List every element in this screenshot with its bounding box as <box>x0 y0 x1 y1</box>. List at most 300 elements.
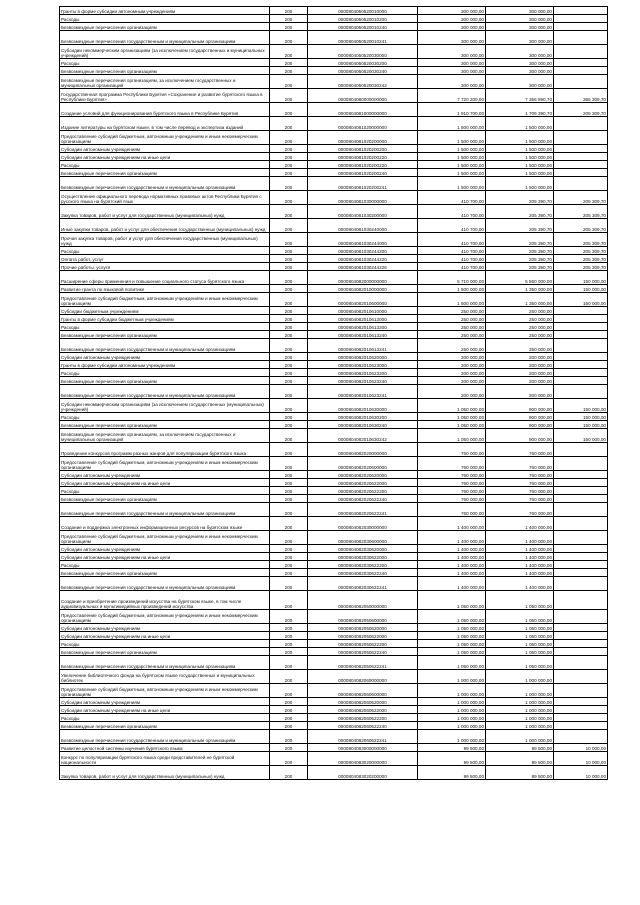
row-approved-amount: 1 050 000,00 <box>418 632 486 640</box>
table-row <box>60 640 608 648</box>
row-budget-code: 0000804050520030240 <box>308 67 418 75</box>
table-row <box>60 632 608 640</box>
row-budget-code: 0000804082050622200 <box>308 640 418 648</box>
row-line-code: 200 <box>270 656 308 670</box>
row-approved-amount: 410 700,00 <box>418 219 486 233</box>
row-name: Развитие гранта по языковой политике <box>60 285 270 293</box>
row-name: Безвозмездные перечисления организациям <box>60 377 270 385</box>
row-approved-amount: 410 700,00 <box>418 255 486 263</box>
row-budget-code: 0000804082030600000 <box>308 531 418 545</box>
row-executed-amount: 1 400 000,00 <box>486 577 554 591</box>
table-row <box>60 103 608 117</box>
row-executed-amount: 250 000,00 <box>486 315 554 323</box>
row-unexecuted-amount <box>554 610 608 624</box>
row-line-code: 200 <box>270 103 308 117</box>
row-line-code: 200 <box>270 293 308 307</box>
row-name: Гранты в форме субсидии автономным учреждениям <box>60 7 270 15</box>
row-budget-code: 0000804082050600000 <box>308 610 418 624</box>
row-budget-code: 0000804082060000000 <box>308 670 418 684</box>
row-executed-amount: 1 000 000,00 <box>486 684 554 698</box>
table-row <box>60 233 608 247</box>
row-unexecuted-amount <box>554 648 608 656</box>
row-unexecuted-amount <box>554 59 608 67</box>
row-approved-amount: 760 000,00 <box>418 503 486 517</box>
row-name: Создание условий для функционирования бурятского языка в Республике Бурятия <box>60 103 270 117</box>
table-row <box>60 577 608 591</box>
row-executed-amount: 1 050 000,00 <box>486 648 554 656</box>
row-name: Расходы <box>60 561 270 569</box>
table-row <box>60 117 608 131</box>
row-unexecuted-amount <box>554 553 608 561</box>
row-budget-code: 0000804082000000000 <box>308 271 418 285</box>
row-unexecuted-amount <box>554 561 608 569</box>
row-unexecuted-amount <box>554 698 608 706</box>
table-row <box>60 75 608 89</box>
table-row <box>60 361 608 369</box>
row-approved-amount: 300 000,00 <box>418 23 486 31</box>
row-name: Безвозмездные перечисления организациям <box>60 421 270 429</box>
row-executed-amount: 760 000,00 <box>486 479 554 487</box>
row-executed-amount: 300 000,00 <box>486 45 554 59</box>
table-row <box>60 752 608 766</box>
row-name: Безвозмездные перечисления государственным и муниципальным организациям <box>60 177 270 191</box>
row-budget-code: 0000804081020200241 <box>308 177 418 191</box>
row-executed-amount: 1 500 000,00 <box>486 117 554 131</box>
row-name: Издание литературы на бурятском языке, в том числе перевод и экспертиза изданий <box>60 117 270 131</box>
row-line-code: 200 <box>270 752 308 766</box>
row-budget-code: 0000804080000000000 <box>308 89 418 103</box>
row-executed-amount: 1 050 000,00 <box>486 640 554 648</box>
row-name: Безвозмездные перечисления организациям <box>60 331 270 339</box>
row-line-code: 200 <box>270 385 308 399</box>
row-unexecuted-amount <box>554 339 608 353</box>
row-line-code: 200 <box>270 23 308 31</box>
row-budget-code: 0000804081030200000 <box>308 205 418 219</box>
row-unexecuted-amount <box>554 517 608 531</box>
row-line-code: 200 <box>270 561 308 569</box>
row-budget-code: 0000804082030622200 <box>308 561 418 569</box>
row-unexecuted-amount <box>554 7 608 15</box>
row-name: Субсидии автономным учреждениям на иные цели <box>60 706 270 714</box>
table-row <box>60 23 608 31</box>
row-budget-code: 0000804082050620000 <box>308 624 418 632</box>
row-line-code: 200 <box>270 487 308 495</box>
row-line-code: 200 <box>270 45 308 59</box>
row-unexecuted-amount <box>554 479 608 487</box>
table-row <box>60 421 608 429</box>
row-name: Безвозмездные перечисления государственным и муниципальным организациям <box>60 385 270 399</box>
row-approved-amount: 1 000 000,00 <box>418 698 486 706</box>
row-line-code: 200 <box>270 339 308 353</box>
row-approved-amount: 250 000,00 <box>418 323 486 331</box>
table-row <box>60 698 608 706</box>
row-unexecuted-amount <box>554 569 608 577</box>
row-approved-amount: 410 700,00 <box>418 233 486 247</box>
row-unexecuted-amount <box>554 545 608 553</box>
table-row <box>60 59 608 67</box>
row-budget-code: 0000804081020000000 <box>308 117 418 131</box>
row-executed-amount: 300 000,00 <box>486 31 554 45</box>
row-budget-code: 0000804082010613241 <box>308 339 418 353</box>
row-name: Безвозмездные перечисления организациям <box>60 569 270 577</box>
row-line-code: 200 <box>270 744 308 752</box>
row-unexecuted-amount <box>554 131 608 145</box>
row-unexecuted-amount: 365 309,70 <box>554 89 608 103</box>
row-budget-code: 0000804081030244226 <box>308 263 418 271</box>
row-executed-amount: 1 350 000,00 <box>486 293 554 307</box>
row-executed-amount: 1 705 390,70 <box>486 103 554 117</box>
row-budget-code: 0000804082010613240 <box>308 331 418 339</box>
row-approved-amount: 1 500 000,00 <box>418 169 486 177</box>
row-approved-amount: 1 400 000,00 <box>418 531 486 545</box>
row-unexecuted-amount: 205 309,70 <box>554 191 608 205</box>
row-line-code: 200 <box>270 648 308 656</box>
row-line-code: 200 <box>270 315 308 323</box>
row-approved-amount: 1 050 000,00 <box>418 429 486 443</box>
row-name: Предоставление субсидий бюджетным, автономным учреждениям и иным некоммерческим организациям <box>60 531 270 545</box>
table-row <box>60 624 608 632</box>
row-executed-amount: 1 050 000,00 <box>486 610 554 624</box>
row-budget-code: 0000804082030622000 <box>308 553 418 561</box>
row-line-code: 200 <box>270 205 308 219</box>
row-executed-amount: 205 390,70 <box>486 205 554 219</box>
row-name: Безвозмездные перечисления организациям <box>60 67 270 75</box>
row-unexecuted-amount <box>554 531 608 545</box>
row-name: Иные закупки товаров, работ и услуг для обеспечения государственных (муниципальных) нужд <box>60 219 270 233</box>
row-approved-amount: 1 000 000,00 <box>418 730 486 744</box>
row-name: Прочие работы, услуги <box>60 263 270 271</box>
row-line-code: 200 <box>270 471 308 479</box>
row-unexecuted-amount <box>554 443 608 457</box>
row-budget-code: 0000804082010630240 <box>308 421 418 429</box>
row-approved-amount: 410 700,00 <box>418 191 486 205</box>
row-line-code: 200 <box>270 722 308 730</box>
row-unexecuted-amount: 205 309,70 <box>554 219 608 233</box>
row-budget-code: 0000804082010610000 <box>308 307 418 315</box>
row-unexecuted-amount: 205 309,70 <box>554 263 608 271</box>
row-unexecuted-amount: 150 000,00 <box>554 413 608 421</box>
row-unexecuted-amount <box>554 471 608 479</box>
row-executed-amount: 200 000,00 <box>486 385 554 399</box>
row-name: Расходы <box>60 15 270 23</box>
table-row <box>60 323 608 331</box>
row-approved-amount: 410 700,00 <box>418 205 486 219</box>
row-executed-amount: 250 000,00 <box>486 331 554 339</box>
row-name: Субсидии некоммерческим организациям (за исключением государственных и муниципальных учреждений) <box>60 45 270 59</box>
row-line-code: 200 <box>270 331 308 339</box>
row-name: Безвозмездные перечисления организациям <box>60 23 270 31</box>
row-line-code: 200 <box>270 706 308 714</box>
row-name: Субсидии бюджетным учреждениям <box>60 307 270 315</box>
row-executed-amount: 900 000,00 <box>486 399 554 413</box>
row-approved-amount: 410 700,00 <box>418 263 486 271</box>
row-unexecuted-amount <box>554 23 608 31</box>
table-row <box>60 457 608 471</box>
table-row <box>60 722 608 730</box>
row-approved-amount: 1 000 000,00 <box>418 722 486 730</box>
row-approved-amount: 7 720 200,00 <box>418 89 486 103</box>
row-executed-amount: 760 000,00 <box>486 495 554 503</box>
row-approved-amount: 250 000,00 <box>418 331 486 339</box>
row-executed-amount: 1 500 000,00 <box>486 153 554 161</box>
row-executed-amount: 205 390,70 <box>486 255 554 263</box>
row-budget-code: 0000804082020622240 <box>308 495 418 503</box>
row-approved-amount: 1 000 000,00 <box>418 684 486 698</box>
row-unexecuted-amount: 150 000,00 <box>554 285 608 293</box>
row-approved-amount: 1 500 000,00 <box>418 145 486 153</box>
row-unexecuted-amount <box>554 353 608 361</box>
row-executed-amount: 200 000,00 <box>486 353 554 361</box>
row-approved-amount: 1 000 000,00 <box>418 670 486 684</box>
row-name: Расходы <box>60 413 270 421</box>
row-approved-amount: 1 500 000,00 <box>418 131 486 145</box>
row-executed-amount: 89 500,00 <box>486 766 554 780</box>
row-name: Предоставление субсидий бюджетным, автономным учреждениям и иным некоммерческим организациям <box>60 131 270 145</box>
row-line-code: 200 <box>270 145 308 153</box>
row-line-code: 200 <box>270 75 308 89</box>
table-row <box>60 247 608 255</box>
row-name: Закупка товаров, работ и услуг для государственных (муниципальных) нужд <box>60 205 270 219</box>
row-name: Безвозмездные перечисления государственным и муниципальным организациям <box>60 656 270 670</box>
row-approved-amount: 1 400 000,00 <box>418 577 486 591</box>
row-executed-amount: 200 000,00 <box>486 377 554 385</box>
row-budget-code: 0000804082020620000 <box>308 471 418 479</box>
row-budget-code: 0000804082010000000 <box>308 285 418 293</box>
row-line-code: 200 <box>270 698 308 706</box>
row-executed-amount: 300 000,00 <box>486 59 554 67</box>
table-row <box>60 656 608 670</box>
row-line-code: 200 <box>270 670 308 684</box>
table-row <box>60 399 608 413</box>
row-line-code: 200 <box>270 285 308 293</box>
row-unexecuted-amount <box>554 640 608 648</box>
row-budget-code: 0000804082060600000 <box>308 684 418 698</box>
row-name: Субсидии автономным учреждениям <box>60 471 270 479</box>
table-row <box>60 331 608 339</box>
row-approved-amount: 1 050 000,00 <box>418 648 486 656</box>
row-name: Расширение сферы применения и повышение социального статуса бурятского языка <box>60 271 270 285</box>
row-name: Безвозмездные перечисления организациям, за исключением государственных и муниципальных организаций <box>60 429 270 443</box>
table-row <box>60 169 608 177</box>
row-name: Предоставление субсидий бюджетным, автономным учреждениям и иным некоммерческим организациям <box>60 457 270 471</box>
row-budget-code: 0000804081020200220 <box>308 161 418 169</box>
row-executed-amount: 760 000,00 <box>486 503 554 517</box>
row-budget-code: 0000804050520030200 <box>308 59 418 67</box>
row-budget-code: 0000804081030244220 <box>308 255 418 263</box>
row-name: Расходы <box>60 323 270 331</box>
row-unexecuted-amount: 205 309,70 <box>554 255 608 263</box>
row-executed-amount: 1 400 000,00 <box>486 517 554 531</box>
row-line-code: 200 <box>270 131 308 145</box>
table-row <box>60 443 608 457</box>
row-executed-amount: 300 000,00 <box>486 75 554 89</box>
budget-table <box>59 6 608 780</box>
row-line-code: 200 <box>270 263 308 271</box>
row-unexecuted-amount <box>554 457 608 471</box>
row-line-code: 200 <box>270 577 308 591</box>
row-line-code: 200 <box>270 553 308 561</box>
row-unexecuted-amount <box>554 591 608 610</box>
row-budget-code: 0000804082060622000 <box>308 706 418 714</box>
row-line-code: 200 <box>270 610 308 624</box>
row-unexecuted-amount <box>554 632 608 640</box>
row-name: Оплата работ, услуг <box>60 255 270 263</box>
row-approved-amount: 200 000,00 <box>418 361 486 369</box>
row-executed-amount: 1 500 000,00 <box>486 161 554 169</box>
row-line-code: 200 <box>270 429 308 443</box>
row-budget-code: 0000804081030244200 <box>308 247 418 255</box>
row-line-code: 200 <box>270 624 308 632</box>
row-line-code: 200 <box>270 59 308 67</box>
row-unexecuted-amount <box>554 145 608 153</box>
table-row <box>60 503 608 517</box>
row-executed-amount: 1 000 000,00 <box>486 698 554 706</box>
row-name: Субсидии автономным учреждениям на иные цели <box>60 153 270 161</box>
row-unexecuted-amount <box>554 706 608 714</box>
row-unexecuted-amount: 205 309,70 <box>554 233 608 247</box>
row-executed-amount: 300 000,00 <box>486 23 554 31</box>
row-name: Проведение конкурсов программ разных жанров для популяризации бурятского языка <box>60 443 270 457</box>
row-line-code: 200 <box>270 353 308 361</box>
row-line-code: 200 <box>270 495 308 503</box>
row-line-code: 200 <box>270 271 308 285</box>
row-budget-code: 0000804081020200000 <box>308 131 418 145</box>
row-approved-amount: 1 500 000,00 <box>418 177 486 191</box>
row-budget-code: 0000804082060620000 <box>308 698 418 706</box>
row-unexecuted-amount <box>554 45 608 59</box>
row-executed-amount: 300 000,00 <box>486 67 554 75</box>
row-executed-amount: 250 000,00 <box>486 307 554 315</box>
row-approved-amount: 1 500 000,00 <box>418 285 486 293</box>
table-row <box>60 730 608 744</box>
row-line-code: 200 <box>270 503 308 517</box>
row-unexecuted-amount <box>554 361 608 369</box>
row-approved-amount: 200 000,00 <box>418 369 486 377</box>
row-budget-code: 0000804082020622200 <box>308 487 418 495</box>
row-budget-code: 0000804082030622241 <box>308 577 418 591</box>
row-unexecuted-amount <box>554 67 608 75</box>
row-unexecuted-amount <box>554 117 608 131</box>
row-approved-amount: 760 000,00 <box>418 495 486 503</box>
table-row <box>60 495 608 503</box>
table-row <box>60 263 608 271</box>
row-budget-code: 0000804083000000000 <box>308 744 418 752</box>
row-executed-amount: 205 390,70 <box>486 247 554 255</box>
row-approved-amount: 300 000,00 <box>418 59 486 67</box>
row-approved-amount: 300 000,00 <box>418 67 486 75</box>
row-approved-amount: 1 050 000,00 <box>418 399 486 413</box>
table-row <box>60 45 608 59</box>
row-unexecuted-amount: 205 309,70 <box>554 205 608 219</box>
row-executed-amount: 1 000 000,00 <box>486 670 554 684</box>
row-name: Субсидии автономным учреждениям на иные цели <box>60 632 270 640</box>
row-name: Расходы <box>60 487 270 495</box>
row-name: Субсидии автономным учреждениям <box>60 698 270 706</box>
row-unexecuted-amount <box>554 495 608 503</box>
row-approved-amount: 200 000,00 <box>418 377 486 385</box>
row-approved-amount: 1 400 000,00 <box>418 561 486 569</box>
table-row <box>60 648 608 656</box>
table-row <box>60 153 608 161</box>
table-row <box>60 706 608 714</box>
row-unexecuted-amount <box>554 624 608 632</box>
row-executed-amount: 300 000,00 <box>486 15 554 23</box>
table-row <box>60 307 608 315</box>
table-row <box>60 610 608 624</box>
row-name: Прочая закупка товаров, работ и услуг для обеспечения государственных (муниципальных) нужд <box>60 233 270 247</box>
row-name: Безвозмездные перечисления государственным и муниципальным организациям <box>60 31 270 45</box>
table-row <box>60 293 608 307</box>
row-name: Закупка товаров, работ и услуг для государственных (муниципальных) нужд <box>60 766 270 780</box>
row-budget-code: 0000804082010623200 <box>308 369 418 377</box>
row-budget-code: 0000804083020000000 <box>308 752 418 766</box>
row-executed-amount: 250 000,00 <box>486 323 554 331</box>
row-budget-code: 0000804082010620000 <box>308 353 418 361</box>
row-name: Предоставление субсидий бюджетным, автономным учреждениям и иным некоммерческим организациям <box>60 610 270 624</box>
row-line-code: 200 <box>270 233 308 247</box>
row-budget-code: 0000804082050622000 <box>308 632 418 640</box>
row-line-code: 200 <box>270 730 308 744</box>
row-approved-amount: 200 000,00 <box>418 385 486 399</box>
row-executed-amount: 1 400 000,00 <box>486 531 554 545</box>
row-approved-amount: 1 050 000,00 <box>418 656 486 670</box>
row-approved-amount: 300 000,00 <box>418 75 486 89</box>
row-approved-amount: 250 000,00 <box>418 307 486 315</box>
row-name: Создание и приобретение произведений искусства на бурятском языке, в том числе аудиовизуальных и мультимедийных произведений искусства <box>60 591 270 610</box>
row-budget-code: 0000804082050622241 <box>308 656 418 670</box>
table-row <box>60 531 608 545</box>
row-name: Создание и поддержка электронных информационных ресурсов на бурятском языке <box>60 517 270 531</box>
row-name: Безвозмездные перечисления государственным и муниципальным организациям <box>60 339 270 353</box>
row-unexecuted-amount <box>554 377 608 385</box>
table-row <box>60 385 608 399</box>
row-executed-amount: 760 000,00 <box>486 471 554 479</box>
row-unexecuted-amount <box>554 714 608 722</box>
table-row <box>60 15 608 23</box>
row-approved-amount: 1 400 000,00 <box>418 517 486 531</box>
table-row <box>60 67 608 75</box>
row-name: Предоставление субсидий бюджетным, автономным учреждениям и иным некоммерческим организациям <box>60 684 270 698</box>
row-name: Безвозмездные перечисления государственным и муниципальным организациям <box>60 577 270 591</box>
table-row <box>60 315 608 323</box>
row-line-code: 200 <box>270 421 308 429</box>
row-executed-amount: 250 000,00 <box>486 339 554 353</box>
row-executed-amount: 900 000,00 <box>486 413 554 421</box>
row-executed-amount: 205 390,70 <box>486 263 554 271</box>
row-unexecuted-amount <box>554 31 608 45</box>
row-name: Расходы <box>60 161 270 169</box>
row-approved-amount: 250 000,00 <box>418 315 486 323</box>
row-executed-amount: 1 000 000,00 <box>486 714 554 722</box>
row-line-code: 200 <box>270 531 308 545</box>
row-budget-code: 0000804050520030000 <box>308 45 418 59</box>
row-line-code: 200 <box>270 684 308 698</box>
row-line-code: 200 <box>270 443 308 457</box>
table-row <box>60 471 608 479</box>
table-row <box>60 766 608 780</box>
row-line-code: 200 <box>270 640 308 648</box>
table-row <box>60 7 608 15</box>
row-unexecuted-amount <box>554 169 608 177</box>
row-unexecuted-amount <box>554 503 608 517</box>
row-budget-code: 0000804082010613000 <box>308 315 418 323</box>
table-row <box>60 145 608 153</box>
row-approved-amount: 760 000,00 <box>418 487 486 495</box>
row-executed-amount: 205 390,70 <box>486 219 554 233</box>
table-row <box>60 714 608 722</box>
row-unexecuted-amount <box>554 315 608 323</box>
table-row <box>60 219 608 233</box>
